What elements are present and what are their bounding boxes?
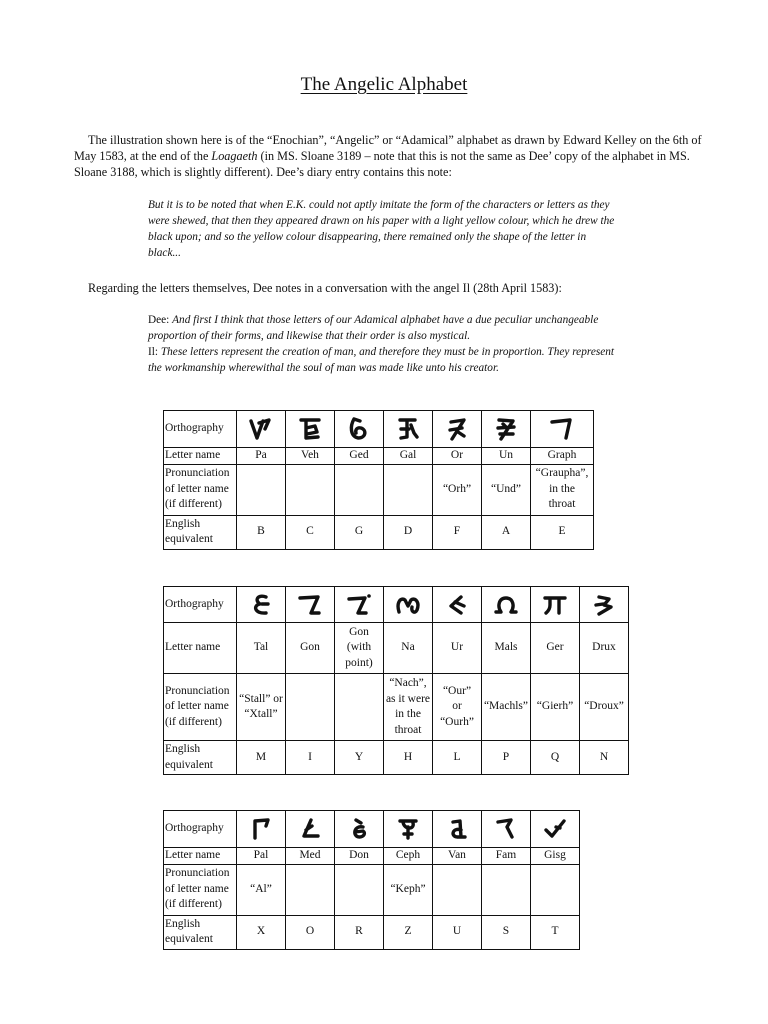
un-glyph-icon <box>493 416 519 442</box>
gon-glyph-icon <box>297 592 323 618</box>
english-equivalent: P <box>482 741 531 775</box>
pron-label-line-1: Pronunciation <box>165 684 230 697</box>
pronunciation-cell <box>531 464 594 515</box>
glyph-cell <box>384 411 433 448</box>
il-speaker-label: Il: <box>148 346 161 358</box>
row-label-letter-name: Letter name <box>164 623 237 674</box>
conversation-quote <box>148 312 618 376</box>
pronunciation-cell <box>286 674 335 741</box>
letter-name: Ceph <box>384 848 433 865</box>
row-label-pronunciation <box>164 674 237 741</box>
english-equivalent: T <box>531 915 580 949</box>
page-title: The Angelic Alphabet <box>300 74 468 95</box>
name-line: (with <box>346 641 372 654</box>
pron-label-line-3: (if different) <box>165 715 222 728</box>
letter-name: Ger <box>531 623 580 674</box>
glyph-cell <box>531 411 594 448</box>
english-equivalent: C <box>286 515 335 549</box>
glyph-cell <box>433 587 482 623</box>
pronunciation-cell <box>531 864 580 915</box>
pron-line: throat <box>548 498 576 511</box>
pron-line: “Graupha”, <box>535 467 589 480</box>
pronunciation-cell: “Keph” <box>384 864 433 915</box>
pron-label-line-1: Pronunciation <box>165 867 230 880</box>
row-label-orthography: Orthography <box>164 811 237 848</box>
drux-glyph-icon <box>591 592 617 618</box>
pronunciation-cell <box>237 674 286 741</box>
diary-quote: But it is to be noted that when E.K. could not aptly imitate the form of the characters or letters as they were shewed, that then they appeared drawn on his paper with a light yellow colour, which he drew the black upon; and so the yellow colour disappearing, there remained only the shape of the letter in black... <box>148 199 615 259</box>
pronunciation-cell <box>384 464 433 515</box>
pronunciation-cell: “Al” <box>237 864 286 915</box>
pronunciation-cell: “Droux” <box>580 674 629 741</box>
row-label-letter-name: Letter name <box>164 448 237 465</box>
glyph-cell <box>384 811 433 848</box>
pron-line: “Ourh” <box>440 715 474 728</box>
glyph-cell <box>482 411 531 448</box>
van-glyph-icon <box>444 816 470 842</box>
english-equivalent: H <box>384 741 433 775</box>
english-label-line-1: English <box>165 743 201 755</box>
gisg-glyph-icon <box>542 816 568 842</box>
letter-name: Drux <box>580 623 629 674</box>
glyph-cell <box>580 587 629 623</box>
veh-glyph-icon <box>297 416 323 442</box>
ged-glyph-icon <box>346 416 372 442</box>
row-label-english <box>164 515 237 549</box>
english-label-line-2: equivalent <box>165 933 213 945</box>
pronunciation-cell <box>384 674 433 741</box>
pronunciation-cell <box>237 464 286 515</box>
english-equivalent: E <box>531 515 594 549</box>
pronunciation-cell <box>335 864 384 915</box>
glyph-cell <box>482 587 531 623</box>
glyph-cell <box>433 411 482 448</box>
english-equivalent: D <box>384 515 433 549</box>
glyph-cell <box>286 411 335 448</box>
letter-name: Don <box>335 848 384 865</box>
english-equivalent: G <box>335 515 384 549</box>
pronunciation-cell <box>335 464 384 515</box>
pronunciation-cell: “Gierh” <box>531 674 580 741</box>
pron-label-line-3: (if different) <box>165 498 222 511</box>
pronunciation-cell <box>286 464 335 515</box>
letter-name: Na <box>384 623 433 674</box>
pron-label-line-2: of letter name <box>165 700 229 713</box>
letter-name: Gon <box>286 623 335 674</box>
mals-glyph-icon <box>493 592 519 618</box>
pronunciation-cell <box>335 674 384 741</box>
english-equivalent: A <box>482 515 531 549</box>
pron-label-line-2: of letter name <box>165 882 229 895</box>
gon-point-glyph-icon <box>346 592 372 618</box>
pronunciation-cell: “Orh” <box>433 464 482 515</box>
glyph-cell <box>237 411 286 448</box>
pronunciation-cell: “Machls” <box>482 674 531 741</box>
english-label-line-2: equivalent <box>165 533 213 545</box>
english-equivalent: N <box>580 741 629 775</box>
pron-line: throat <box>394 723 422 736</box>
letter-name: Ged <box>335 448 384 465</box>
letter-name: Pal <box>237 848 286 865</box>
letter-name: Gisg <box>531 848 580 865</box>
pron-label-line-3: (if different) <box>165 898 222 911</box>
english-equivalent: R <box>335 915 384 949</box>
or-glyph-icon <box>444 416 470 442</box>
english-equivalent: S <box>482 915 531 949</box>
pronunciation-cell <box>482 864 531 915</box>
glyph-cell <box>482 811 531 848</box>
pron-label-line-1: Pronunciation <box>165 467 230 480</box>
letter-name: Fam <box>482 848 531 865</box>
il-quote-text: These letters represent the creation of man, and therefore they must be in proportion. They represent the workmanship wherewithal the soul of man was made like unto his creator. <box>148 346 615 374</box>
fam-glyph-icon <box>493 816 519 842</box>
letter-name: Pa <box>237 448 286 465</box>
english-equivalent: I <box>286 741 335 775</box>
alphabet-table-1 <box>163 410 594 550</box>
letter-name: Or <box>433 448 482 465</box>
alphabet-table-3 <box>163 810 580 950</box>
english-equivalent: F <box>433 515 482 549</box>
pronunciation-cell: “Und” <box>482 464 531 515</box>
glyph-cell <box>433 811 482 848</box>
english-equivalent: Z <box>384 915 433 949</box>
row-label-english <box>164 741 237 775</box>
pron-line: “Nach”, <box>389 677 427 689</box>
pronunciation-cell <box>286 864 335 915</box>
don-glyph-icon <box>346 816 372 842</box>
glyph-cell <box>384 587 433 623</box>
name-line: Gon <box>349 625 369 638</box>
english-equivalent: L <box>433 741 482 775</box>
glyph-cell <box>335 411 384 448</box>
ur-glyph-icon <box>444 592 470 618</box>
row-label-orthography: Orthography <box>164 411 237 448</box>
pronunciation-cell <box>433 674 482 741</box>
english-equivalent: X <box>237 915 286 949</box>
pa-glyph-icon <box>248 416 274 442</box>
graph-glyph-icon <box>549 416 575 442</box>
glyph-cell <box>335 811 384 848</box>
pron-line: or <box>452 700 462 713</box>
intro-paragraph <box>74 132 714 180</box>
glyph-cell <box>237 811 286 848</box>
intro-text-1: The illustration shown here is of the “Enochian”, “Angelic” or “Adamical” alphabet as drawn by Edward Kelley on the 6th of May 1583, at the end of the <box>74 133 702 163</box>
row-label-orthography: Orthography <box>164 587 237 623</box>
letter-name <box>335 623 384 674</box>
english-label-line-2: equivalent <box>165 758 213 771</box>
intro-italic-title: Loagaeth <box>211 149 258 163</box>
row-label-pronunciation <box>164 464 237 515</box>
pron-line: in the <box>549 482 575 495</box>
letter-name: Gal <box>384 448 433 465</box>
tal-glyph-icon <box>248 592 274 618</box>
pron-line: “Our” <box>442 684 472 697</box>
english-equivalent: U <box>433 915 482 949</box>
letter-name: Un <box>482 448 531 465</box>
glyph-cell <box>286 811 335 848</box>
letter-name: Med <box>286 848 335 865</box>
row-label-letter-name: Letter name <box>164 848 237 865</box>
regarding-paragraph: Regarding the letters themselves, Dee notes in a conversation with the angel Il (28th April 1583): <box>88 281 562 295</box>
english-label-line-1: English <box>165 517 201 530</box>
gal-glyph-icon <box>395 416 421 442</box>
row-label-pronunciation <box>164 864 237 915</box>
letter-name: Van <box>433 848 482 865</box>
english-equivalent: Q <box>531 741 580 775</box>
pron-line: as it were <box>385 692 431 705</box>
letter-name: Mals <box>482 623 531 674</box>
intro-text-2: (in MS. Sloane 3189 – note that this is not the same as Dee’ copy of the alphabet in MS. Sloane 3188, which is slightly different). Dee’s diary entry contains this note: <box>74 149 690 179</box>
pron-line: “Stall” or <box>239 692 283 705</box>
na-glyph-icon <box>395 592 421 618</box>
glyph-cell <box>237 587 286 623</box>
ger-glyph-icon <box>542 592 568 618</box>
name-line: point) <box>345 656 373 669</box>
letter-name: Veh <box>286 448 335 465</box>
english-equivalent: Y <box>335 741 384 775</box>
med-glyph-icon <box>297 816 323 842</box>
english-equivalent: B <box>237 515 286 549</box>
glyph-cell <box>531 811 580 848</box>
pron-line: “Xtall” <box>244 708 278 720</box>
english-equivalent: M <box>237 741 286 775</box>
pron-line: in the <box>395 708 421 720</box>
glyph-cell <box>531 587 580 623</box>
dee-quote-text: And first I think that those letters of our Adamical alphabet have a due peculiar unchangeable proportion of their forms, and likewise that their order is also mystical. <box>148 314 599 342</box>
letter-name: Graph <box>531 448 594 465</box>
dee-speaker-label: Dee: <box>148 314 173 326</box>
glyph-cell <box>335 587 384 623</box>
pal-glyph-icon <box>248 816 274 842</box>
row-label-english <box>164 915 237 949</box>
ceph-glyph-icon <box>395 816 421 842</box>
letter-name: Ur <box>433 623 482 674</box>
english-equivalent: O <box>286 915 335 949</box>
alphabet-table-2 <box>163 586 629 775</box>
glyph-cell <box>286 587 335 623</box>
pron-label-line-2: of letter name <box>165 482 229 495</box>
letter-name: Tal <box>237 623 286 674</box>
pronunciation-cell <box>433 864 482 915</box>
english-label-line-1: English <box>165 917 201 930</box>
